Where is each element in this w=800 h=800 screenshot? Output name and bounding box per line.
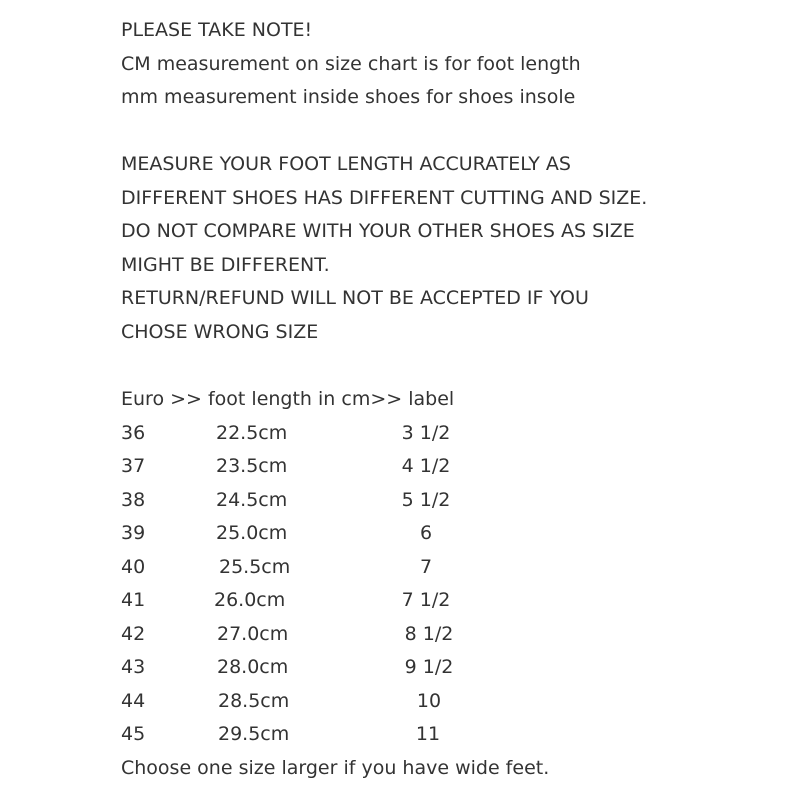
size-label: 7 [419,556,433,578]
euro-size: 42 [121,623,146,645]
size-label: 10 [416,690,442,712]
table-row [0,658,800,682]
euro-size: 36 [121,422,146,444]
euro-size: 45 [121,723,146,745]
table-row [0,491,800,515]
foot-length: 29.5cm [218,723,290,745]
notice-title: PLEASE TAKE NOTE! [121,19,313,41]
warning-line: CHOSE WRONG SIZE [121,321,319,343]
euro-size: 37 [121,455,146,477]
foot-length: 27.0cm [217,623,289,645]
table-row [0,424,800,448]
foot-length: 28.0cm [217,656,289,678]
size-label: 9 1/2 [404,656,454,678]
foot-length: 25.0cm [216,522,288,544]
warning-line: MIGHT BE DIFFERENT. [121,254,330,276]
notice-line: CM measurement on size chart is for foot length [121,53,581,75]
size-label: 7 1/2 [401,589,451,611]
notice-line: mm measurement inside shoes for shoes insole [121,86,576,108]
size-label: 5 1/2 [401,489,451,511]
table-row [0,725,800,749]
foot-length: 22.5cm [216,422,288,444]
table-row [0,692,800,716]
euro-size: 39 [121,522,146,544]
foot-length: 25.5cm [219,556,291,578]
size-table-header: Euro >> foot length in cm>> label [121,388,455,410]
warning-line: DO NOT COMPARE WITH YOUR OTHER SHOES AS SIZE [121,220,635,242]
size-label: 8 1/2 [404,623,454,645]
euro-size: 38 [121,489,146,511]
table-row [0,625,800,649]
table-row [0,591,800,615]
size-label: 3 1/2 [401,422,451,444]
warning-line: MEASURE YOUR FOOT LENGTH ACCURATELY AS [121,153,571,175]
euro-size: 43 [121,656,146,678]
foot-length: 24.5cm [216,489,288,511]
foot-length: 28.5cm [218,690,290,712]
euro-size: 40 [121,556,146,578]
euro-size: 44 [121,690,146,712]
foot-length: 23.5cm [216,455,288,477]
table-row [0,457,800,481]
size-label: 6 [419,522,433,544]
size-label: 4 1/2 [401,455,451,477]
warning-line: RETURN/REFUND WILL NOT BE ACCEPTED IF YOU [121,287,589,309]
size-label: 11 [415,723,441,745]
euro-size: 41 [121,589,146,611]
table-row [0,558,800,582]
warning-line: DIFFERENT SHOES HAS DIFFERENT CUTTING AND SIZE. [121,187,648,209]
foot-length: 26.0cm [214,589,286,611]
size-table-footer: Choose one size larger if you have wide feet. [121,757,550,779]
table-row [0,524,800,548]
